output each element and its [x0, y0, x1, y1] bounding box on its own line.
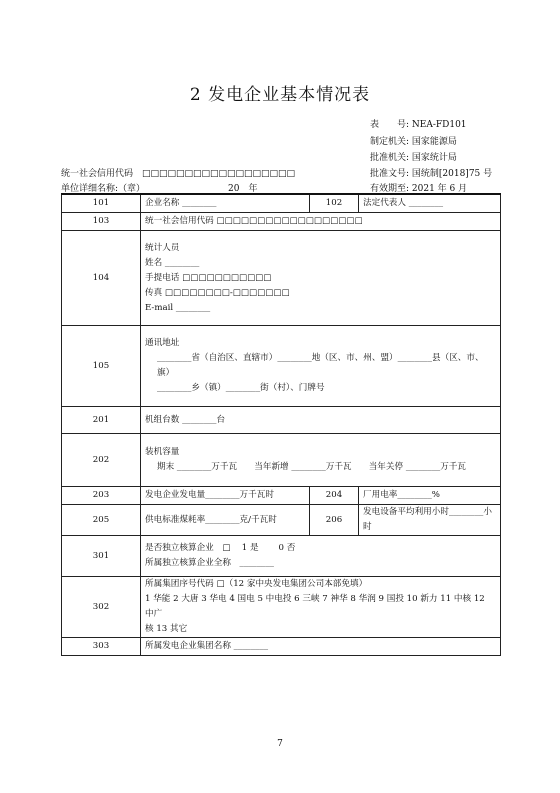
name-field: 姓名 ________: [145, 257, 200, 268]
credit-code-field: 统一社会信用代码 □□□□□□□□□□□□□□□□□□: [141, 213, 501, 231]
table-row: [62, 505, 501, 536]
mobile-field: 手提电话 □□□□□□□□□□□: [145, 272, 272, 283]
address-line-1: ________省（自治区、直辖市）________地（区、市、州、盟）________县（区、市、旗）: [157, 353, 484, 378]
unit-name-label: 单位详细名称:（章）: [61, 184, 146, 194]
row-code: 202: [62, 434, 141, 487]
group-options-cont: 核 13 其它: [145, 624, 188, 634]
table-row: [62, 213, 501, 231]
row-code: 303: [62, 638, 141, 656]
table-row: [62, 326, 501, 407]
statistician-block: [141, 231, 501, 326]
table-row: [62, 638, 501, 656]
legal-representative-field: 法定代表人 ________: [359, 194, 501, 213]
address-line-2: ________乡（镇）________街（村）、门牌号: [157, 383, 325, 393]
accounting-enterprise-name: 所属独立核算企业全称 ________: [145, 558, 274, 568]
statistician-heading: 统计人员: [145, 242, 180, 253]
capacity-block: [141, 434, 501, 487]
approval-authority: 批准机关: 国家统计局: [370, 153, 457, 163]
year-label: 20 年: [228, 184, 258, 194]
row-code: 204: [310, 487, 359, 505]
generation-field: 发电企业发电量________万千瓦时: [141, 487, 310, 505]
row-code: 203: [62, 487, 141, 505]
table-row: [62, 487, 501, 505]
valid-until: 有效期至: 2021 年 6 月: [370, 184, 468, 194]
table-row: [62, 407, 501, 434]
group-options: 1 华能 2 大唐 3 华电 4 国电 5 中电投 6 三峡 7 神华 8 华润 9 国投 10 新力 11 中核 12 中广: [145, 594, 485, 619]
group-name-field: 所属发电企业集团名称 ________: [141, 638, 501, 656]
unit-count-field: 机组台数 ________台: [141, 407, 501, 434]
header-credit-code: 统一社会信用代码 □□□□□□□□□□□□□□□□□□: [61, 169, 296, 179]
form-number: 表 号: NEA-FD101: [370, 120, 467, 130]
row-code: 205: [62, 505, 141, 536]
independent-accounting-question: 是否独立核算企业 □ 1 是 0 否: [145, 543, 296, 553]
enterprise-info-table: [61, 193, 501, 656]
table-row: [62, 434, 501, 487]
table-row: [62, 577, 501, 638]
utilization-hours-field: 发电设备平均利用小时________小时: [359, 505, 501, 536]
table-row: [62, 231, 501, 326]
row-code: 101: [62, 194, 141, 213]
address-block: [141, 326, 501, 407]
page-title: 2 发电企业基本情况表: [189, 85, 371, 105]
row-code: 104: [62, 231, 141, 326]
row-code: 201: [62, 407, 141, 434]
page-number: 7: [277, 739, 283, 749]
maker-authority: 制定机关: 国家能源局: [370, 137, 457, 147]
group-code-block: [141, 577, 501, 638]
approval-number: 批准文号: 国统制[2018]75 号: [370, 169, 493, 179]
enterprise-name-field: 企业名称 ________: [141, 194, 310, 213]
address-heading: 通讯地址: [145, 338, 180, 348]
email-field: E-mail ________: [145, 302, 211, 313]
fax-field: 传真 □□□□□□□□-□□□□□□□: [145, 287, 290, 298]
row-code: 302: [62, 577, 141, 638]
coal-consumption-field: 供电标准煤耗率________克/千瓦时: [141, 505, 310, 536]
independent-accounting-block: [141, 536, 501, 577]
row-code: 206: [310, 505, 359, 536]
group-code-heading: 所属集团序号代码 □（12 家中央发电集团公司本部免填）: [145, 579, 368, 589]
capacity-heading: 装机容量: [145, 447, 180, 457]
aux-power-rate-field: 厂用电率________%: [359, 487, 501, 505]
row-code: 301: [62, 536, 141, 577]
capacity-values: 期末 ________万千瓦 当年新增 ________万千瓦 当年关停 ________万千瓦: [157, 462, 466, 472]
row-code: 103: [62, 213, 141, 231]
row-code: 105: [62, 326, 141, 407]
table-row: [62, 536, 501, 577]
table-row: [62, 194, 501, 213]
row-code: 102: [310, 194, 359, 213]
